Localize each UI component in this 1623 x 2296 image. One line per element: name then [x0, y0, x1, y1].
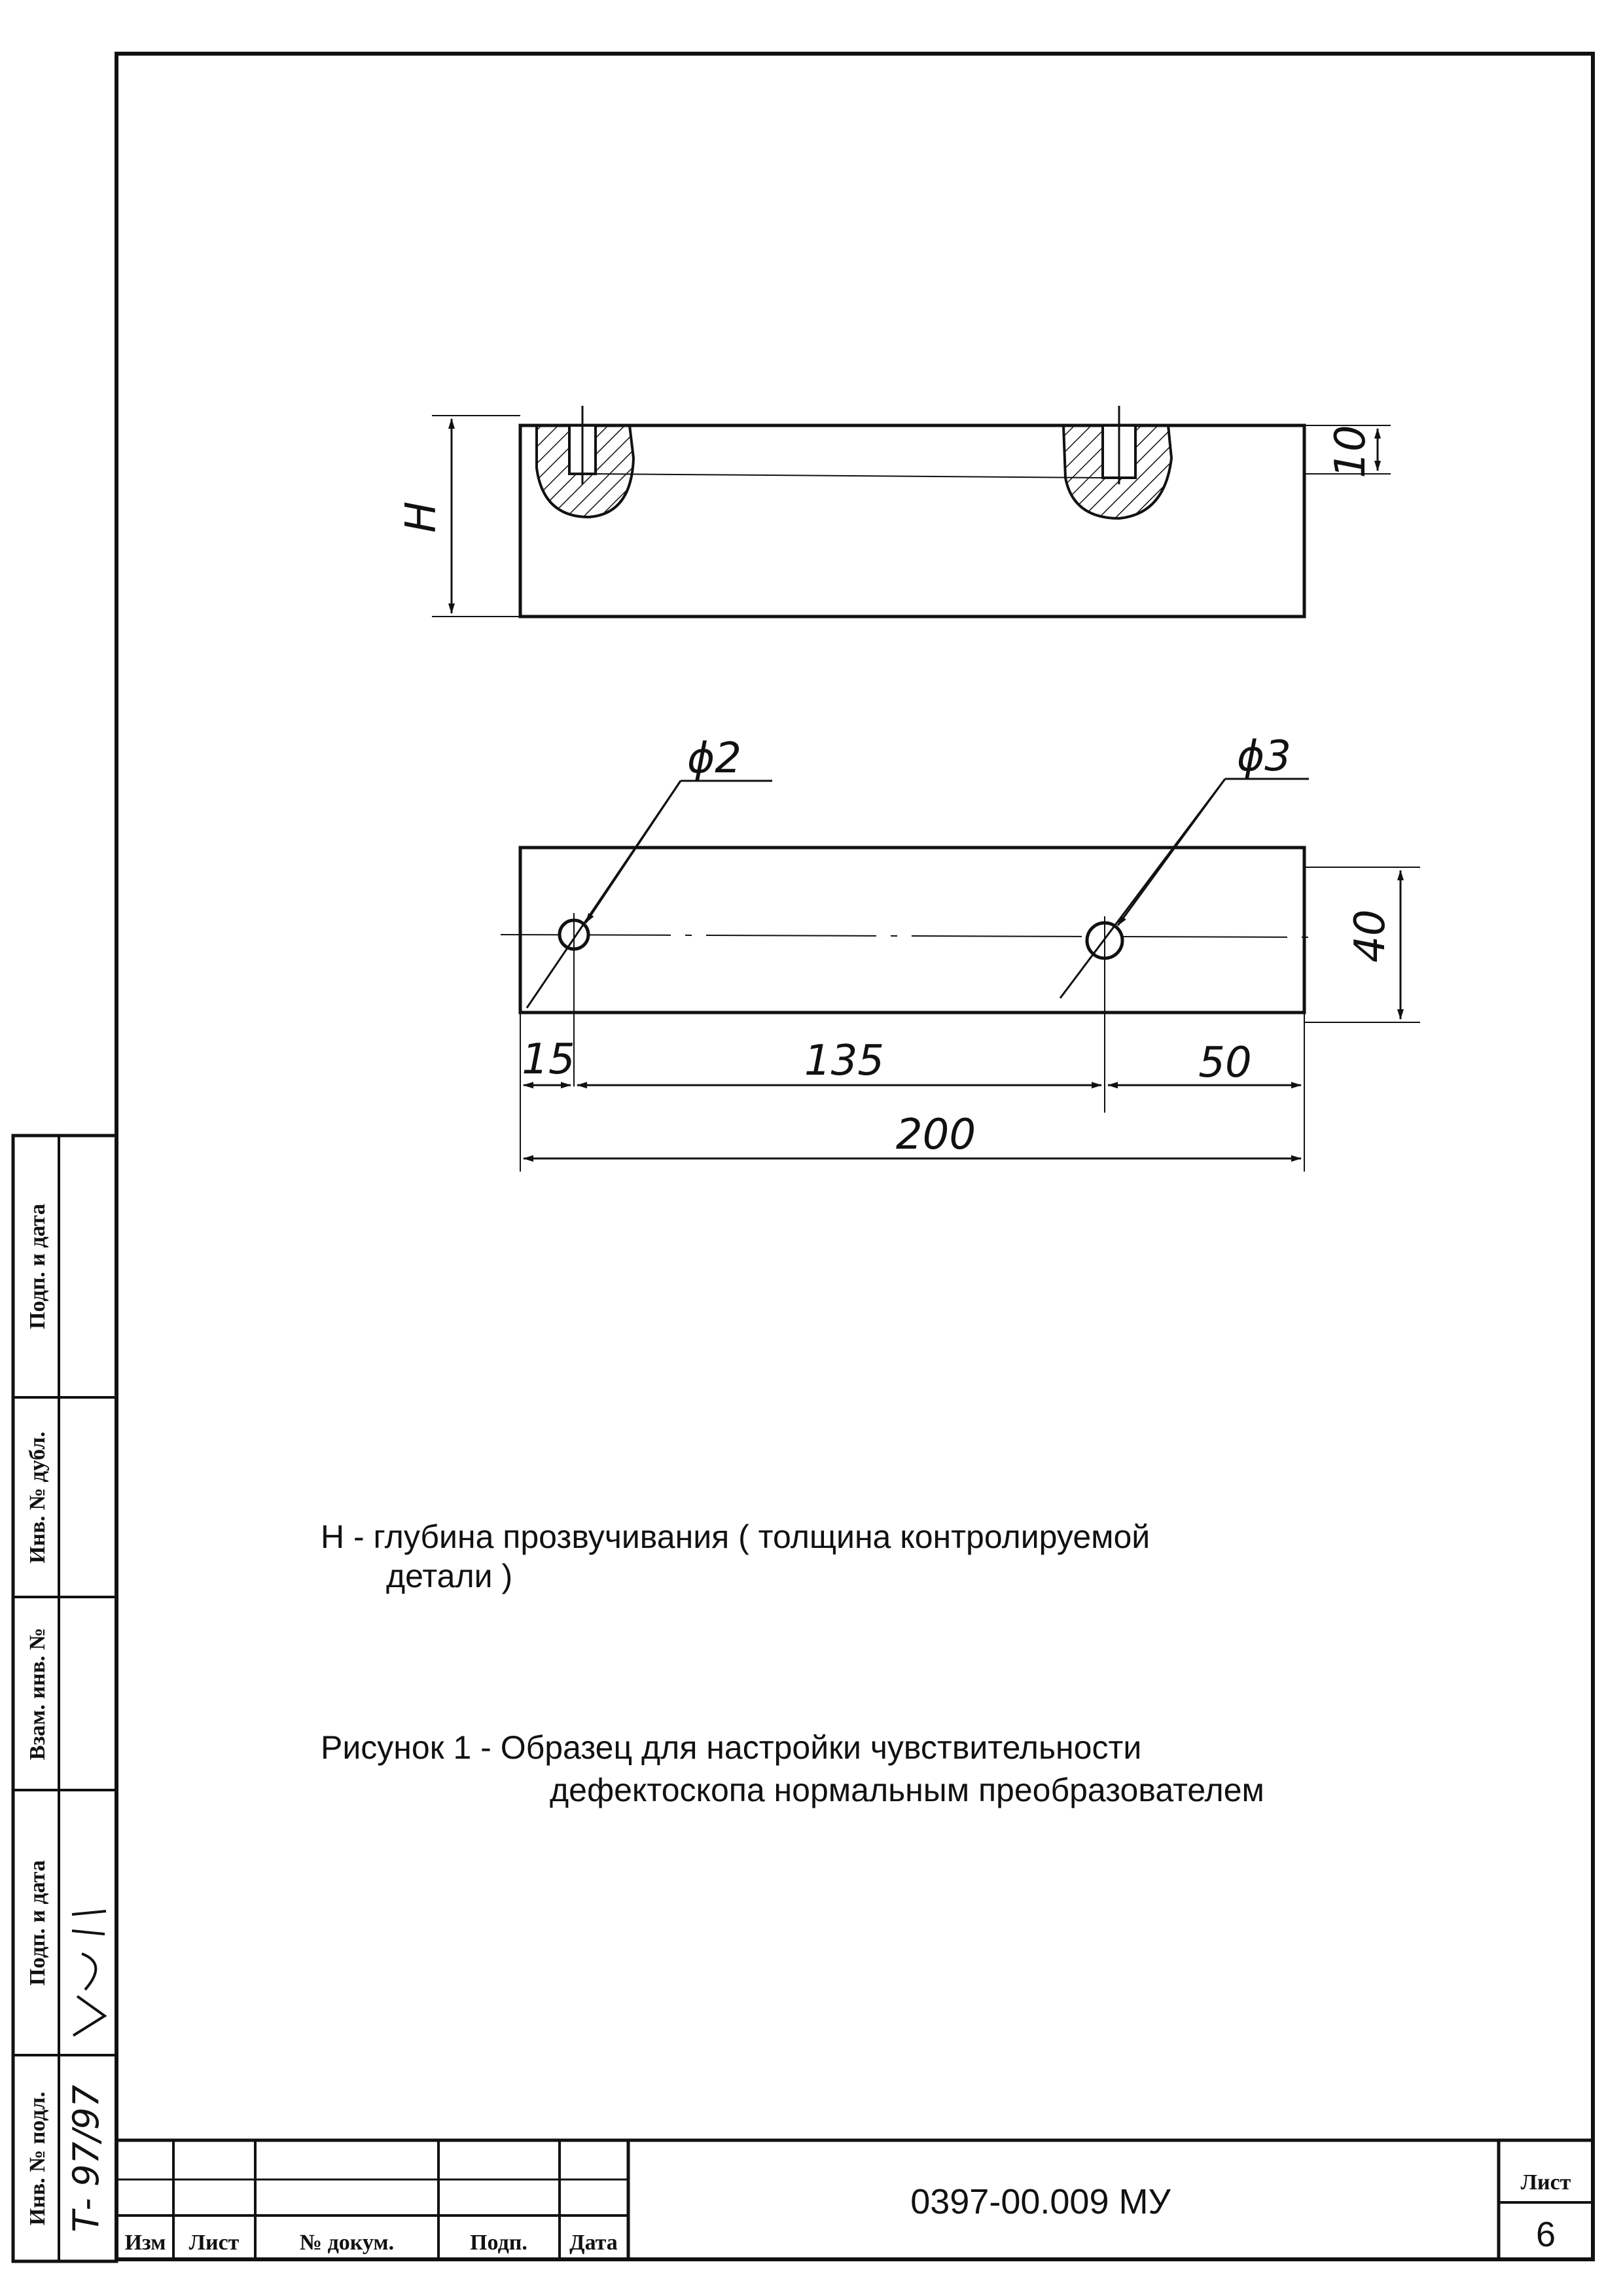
- sheet-number: 6: [1535, 2215, 1556, 2254]
- hole2-diameter-label: ϕ3: [1237, 732, 1291, 781]
- title-col-izm: Изм: [124, 2231, 166, 2255]
- signature-mark: [72, 1911, 106, 2036]
- legend-line-2: детали ): [386, 1558, 513, 1594]
- top-view: [501, 732, 1420, 1172]
- side-stamp: [13, 1136, 116, 2261]
- title-col-list: Лист: [188, 2231, 240, 2255]
- page-frame: [116, 54, 1593, 2259]
- side-field-inv-podl: Инв. № подл.: [26, 2091, 50, 2226]
- dim-135-label: 135: [804, 1037, 885, 1085]
- hole1-diameter-label: ϕ2: [687, 734, 741, 783]
- side-inventory-value: Т- 97/97: [65, 2085, 107, 2233]
- dim-200-label: 200: [895, 1111, 976, 1159]
- side-field-podp-data-2: Подп. и дата: [26, 1204, 50, 1329]
- dim-15-label: 15: [522, 1035, 575, 1084]
- document-code: 0397-00.009 МУ: [910, 2182, 1171, 2221]
- figure-caption-line-1: Рисунок 1 - Образец для настройки чувствительности: [321, 1729, 1142, 1766]
- figure-caption-line-2: дефектоскопа нормальным преобразователем: [550, 1772, 1264, 1808]
- title-col-doc: № докум.: [299, 2231, 395, 2255]
- dim-10-label: 10: [1327, 425, 1375, 478]
- legend-line-1: H - глубина прозвучивания ( толщина контролируемой: [321, 1518, 1150, 1555]
- dim-50-label: 50: [1198, 1039, 1252, 1087]
- title-col-sign: Подп.: [470, 2231, 527, 2255]
- title-col-date: Дата: [569, 2231, 618, 2255]
- title-block: [116, 2140, 1593, 2259]
- side-field-inv-dubl: Инв. № дубл.: [26, 1431, 50, 1564]
- side-field-podp-data-1: Подп. и дата: [26, 1860, 50, 1986]
- dim-40-label: 40: [1346, 909, 1395, 963]
- side-view: [397, 406, 1391, 617]
- dim-h-label: H: [397, 501, 446, 533]
- sheet-label: Лист: [1520, 2170, 1571, 2195]
- side-field-vzam-inv: Взам. инв. №: [26, 1627, 50, 1761]
